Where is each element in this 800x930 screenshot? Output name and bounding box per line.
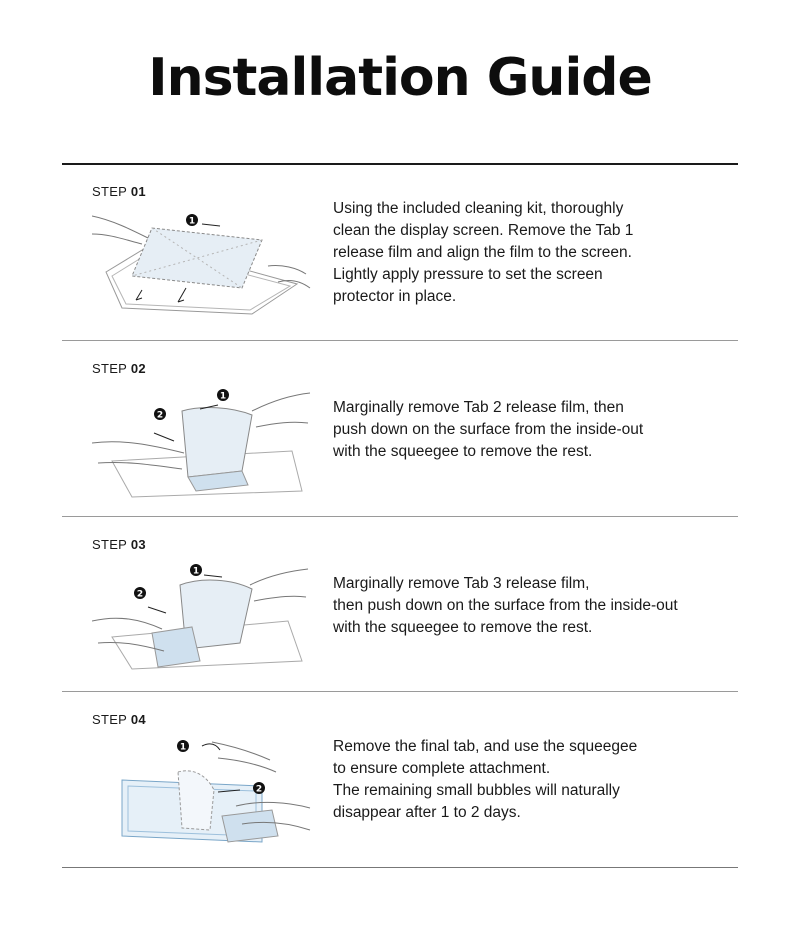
description-line: with the squeegee to remove the rest. — [333, 443, 593, 460]
bottom-divider — [62, 867, 738, 868]
description-line: Marginally remove Tab 2 release film, then — [333, 399, 624, 416]
step-marker: 1 — [219, 391, 227, 402]
step-description — [333, 198, 633, 308]
step-description — [333, 573, 678, 639]
description-line: The remaining small bubbles will naturally — [333, 782, 620, 799]
description-line: Marginally remove Tab 3 release film, — [333, 575, 590, 592]
description-line: to ensure complete attachment. — [333, 760, 551, 777]
description-line: Using the included cleaning kit, thoroughly — [333, 200, 624, 217]
description-line: push down on the surface from the inside-out — [333, 421, 644, 438]
step-2-illustration — [92, 381, 312, 499]
step-marker: 1 — [179, 742, 187, 753]
description-line: disappear after 1 to 2 days. — [333, 804, 521, 821]
step-label-prefix: STEP — [92, 361, 127, 376]
step-description — [333, 397, 643, 463]
step-3-illustration — [92, 557, 312, 675]
step-label-prefix: STEP — [92, 184, 127, 199]
step-marker: 1 — [188, 216, 196, 227]
step-label-prefix: STEP — [92, 712, 127, 727]
step-1 — [62, 164, 738, 340]
description-line: protector in place. — [333, 288, 457, 305]
description-line: Remove the final tab, and use the squeegee — [333, 738, 638, 755]
step-label-number: 02 — [130, 361, 146, 376]
description-line: with the squeegee to remove the rest. — [333, 619, 593, 636]
step-label-number: 03 — [130, 537, 146, 552]
description-line: then push down on the surface from the inside-out — [333, 597, 678, 614]
step-label-number: 01 — [130, 184, 146, 199]
step-description — [333, 736, 637, 824]
step-4-illustration — [92, 732, 312, 850]
step-marker: 2 — [255, 784, 263, 795]
step-label — [92, 361, 146, 376]
step-marker: 2 — [156, 410, 164, 421]
description-line: Lightly apply pressure to set the screen — [333, 266, 603, 283]
description-line: clean the display screen. Remove the Tab 1 — [333, 222, 634, 239]
step-marker: 1 — [192, 566, 200, 577]
step-label — [92, 537, 146, 552]
step-4 — [62, 692, 738, 868]
step-3 — [62, 517, 738, 693]
step-1-illustration — [92, 204, 312, 322]
step-marker: 2 — [136, 589, 144, 600]
step-label — [92, 184, 146, 199]
step-label — [92, 712, 146, 727]
page-title: Installation Guide — [148, 48, 652, 108]
description-line: release film and align the film to the screen. — [333, 244, 632, 261]
step-label-prefix: STEP — [92, 537, 127, 552]
step-2 — [62, 341, 738, 517]
step-label-number: 04 — [130, 712, 146, 727]
